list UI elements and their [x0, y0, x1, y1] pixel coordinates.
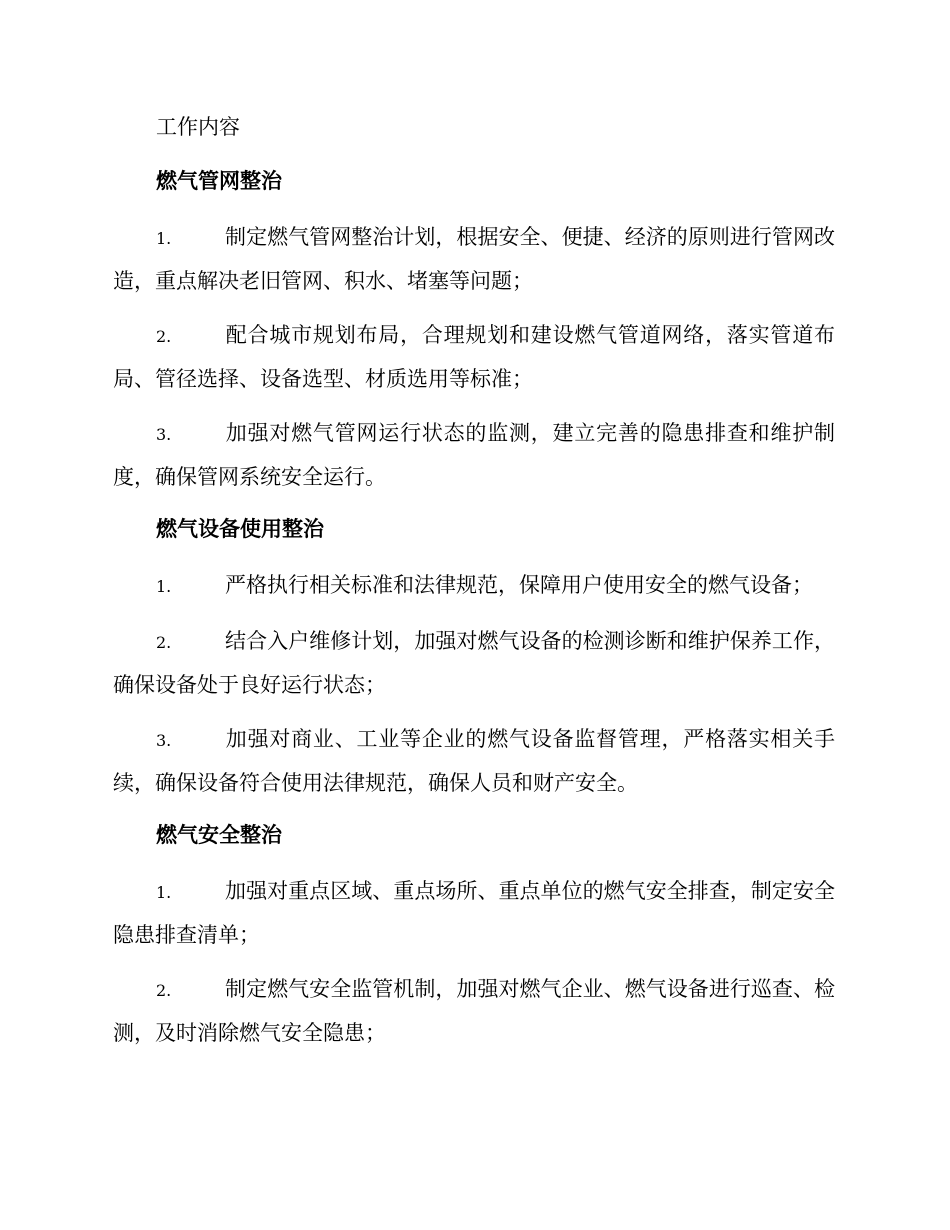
list-item [113, 216, 835, 302]
list-item-number: 1. [156, 577, 172, 596]
list-item-text: 制定燃气安全监管机制，加强对燃气企业、燃气设备进行巡查、检测，及时消除燃气安全隐患； [113, 977, 835, 1045]
list-item-text: 配合城市规划布局，合理规划和建设燃气管道网络，落实管道布局、管径选择、设备选型、材质选用等标准； [113, 323, 835, 391]
list-item-text: 加强对商业、工业等企业的燃气设备监督管理，严格落实相关手续，确保设备符合使用法律规范，确保人员和财产安全。 [113, 727, 835, 795]
list-item-number: 3. [156, 731, 172, 750]
list-item [113, 412, 835, 498]
list-item-number: 2. [156, 981, 172, 1000]
list-item [113, 968, 835, 1054]
list-item-text: 制定燃气管网整治计划，根据安全、便捷、经济的原则进行管网改造，重点解决老旧管网、积水、堵塞等问题； [113, 225, 835, 293]
section-heading-pipeline: 燃气管网整治 [156, 168, 282, 193]
list-item-number: 2. [156, 633, 172, 652]
list-item-number: 1. [156, 229, 172, 248]
list-item-number: 3. [156, 425, 172, 444]
list-item-text: 加强对重点区域、重点场所、重点单位的燃气安全排查，制定安全隐患排查清单； [113, 879, 835, 947]
section-heading-equipment: 燃气设备使用整治 [156, 516, 324, 541]
section-heading-safety: 燃气安全整治 [156, 822, 282, 847]
list-item-text: 加强对燃气管网运行状态的监测，建立完善的隐患排查和维护制度，确保管网系统安全运行。 [113, 421, 835, 489]
document-title: 工作内容 [156, 115, 240, 139]
list-item [113, 620, 835, 706]
list-item-text: 结合入户维修计划，加强对燃气设备的检测诊断和维护保养工作，确保设备处于良好运行状态； [113, 629, 835, 697]
list-item-text: 严格执行相关标准和法律规范，保障用户使用安全的燃气设备； [225, 573, 813, 597]
document-body [113, 108, 835, 1054]
list-item [113, 564, 835, 608]
list-item [113, 870, 835, 956]
list-item [113, 718, 835, 804]
list-item [113, 314, 835, 400]
list-item-number: 1. [156, 883, 172, 902]
list-item-number: 2. [156, 327, 172, 346]
